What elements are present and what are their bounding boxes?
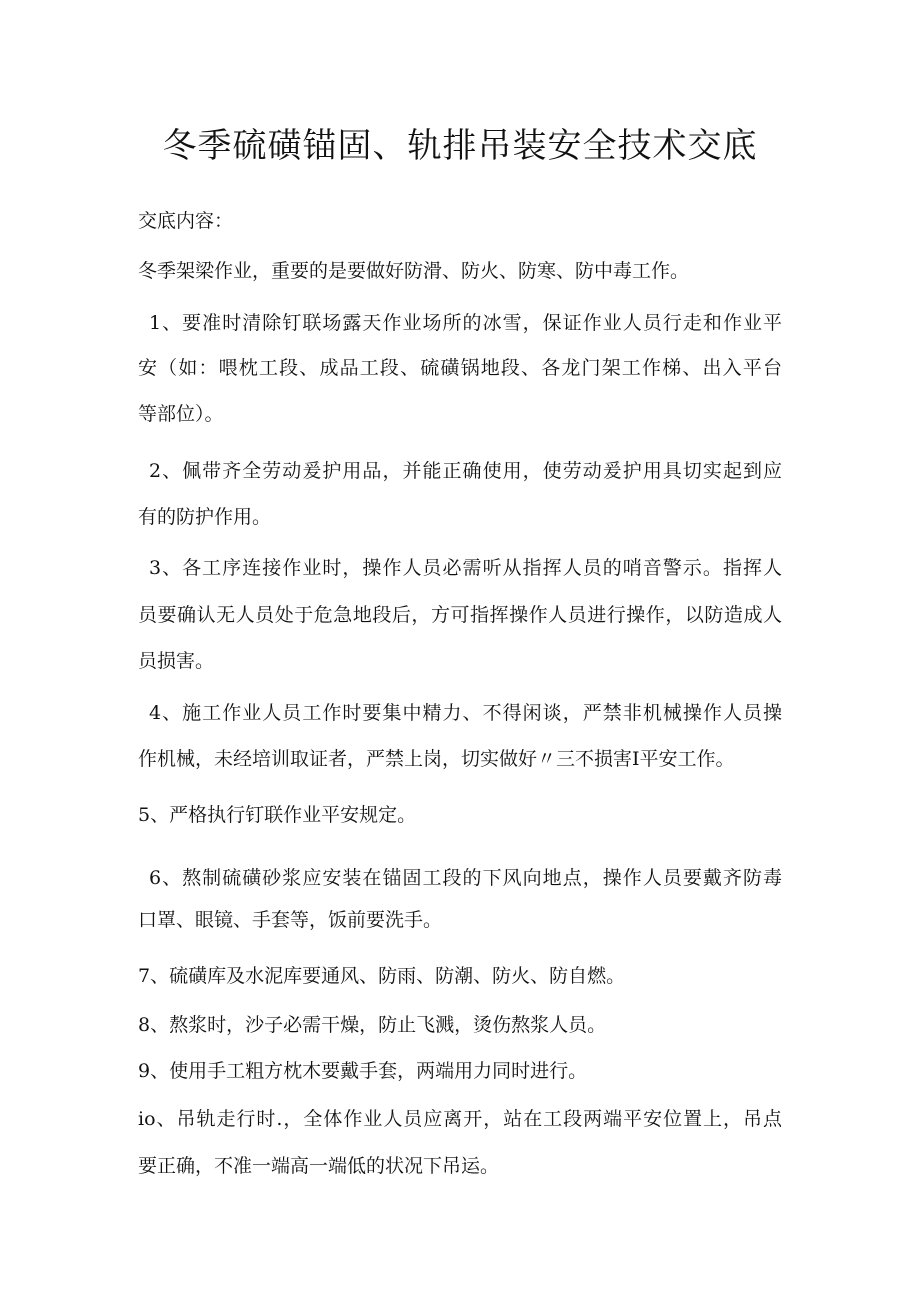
item-6-line-1: 6、熬制硫磺砂浆应安装在锚固工段的下风向地点，操作人员要戴齐防毒	[149, 867, 782, 889]
intro-paragraph: 冬季架梁作业，重要的是要做好防滑、防火、防寒、防中毒工作。	[138, 260, 690, 282]
item-1-line-3: 等部位）。	[138, 403, 224, 425]
item-6-line-2: 口罩、眼镜、手套等，饭前要洗手。	[138, 909, 443, 931]
section-label: 交底内容：	[138, 210, 234, 232]
item-2-line-1: 2、佩带齐全劳动爰护用品，并能正确使用，使劳动爰护用具切实起到应	[149, 460, 782, 482]
item-10-line-1: io、吊轨走行时.，全体作业人员应离开，站在工段两端平安位置上，吊点	[138, 1108, 782, 1130]
item-1-line-2: 安（如：喂枕工段、成品工段、硫磺锅地段、各龙门架工作梯、出入平台	[138, 357, 782, 379]
item-3-line-1: 3、各工序连接作业时，操作人员必需听从指挥人员的哨音警示。指挥人	[149, 557, 782, 579]
item-3-line-2: 员要确认无人员处于危急地段后，方可指挥操作人员进行操作，以防造成人	[138, 604, 782, 626]
item-5: 5、严格执行钉联作业平安规定。	[138, 804, 417, 826]
item-2-line-2: 有的防护作用。	[138, 506, 272, 528]
document-title: 冬季硫磺锚固、轨排吊装安全技术交底	[162, 126, 758, 166]
item-4-line-2: 作机械，未经培训取证者，严禁上岗，切实做好〃三不损害I平安工作。	[138, 748, 735, 770]
item-7: 7、硫磺库及水泥库要通风、防雨、防潮、防火、防自燃。	[138, 965, 626, 987]
item-3-line-3: 员损害。	[138, 650, 215, 672]
item-10-line-2: 要正确，不准一端高一端低的状况下吊运。	[138, 1155, 500, 1177]
item-9: 9、使用手工粗方枕木要戴手套，两端用力同时进行。	[138, 1060, 588, 1082]
item-8: 8、熬浆时，沙子必需干燥，防止飞溅，烫伤熬浆人员。	[138, 1014, 607, 1036]
item-1-line-1: 1、要准时清除钉联场露天作业场所的冰雪，保证作业人员行走和作业平	[149, 312, 782, 334]
item-4-line-1: 4、施工作业人员工作时要集中精力、不得闲谈，严禁非机械操作人员操	[149, 702, 782, 724]
